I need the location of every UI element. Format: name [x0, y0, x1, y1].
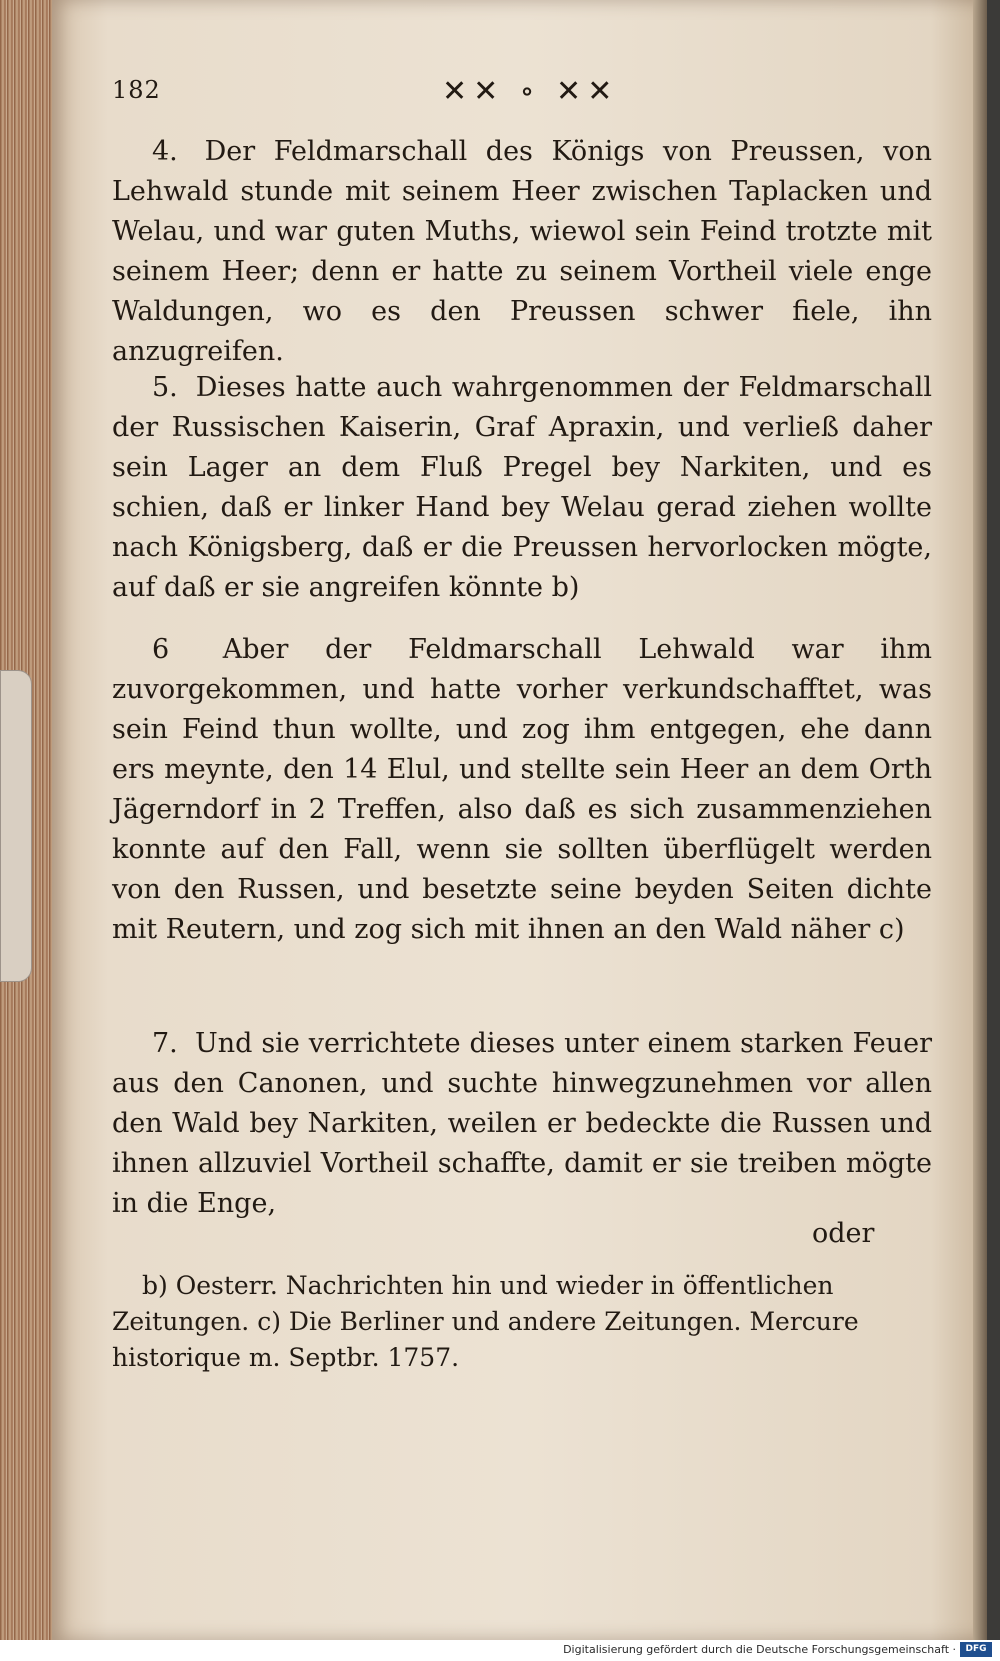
- paragraph-6: [112, 630, 932, 950]
- dfg-logo: DFG: [960, 1642, 992, 1657]
- catchword: oder: [812, 1218, 875, 1249]
- paragraph-number: 6: [152, 634, 170, 665]
- book-page: [52, 0, 987, 1640]
- page-gutter-shadow: [973, 0, 987, 1640]
- paragraph-number: 5.: [152, 372, 178, 403]
- paragraph-number: 4.: [152, 136, 178, 167]
- paragraph-7: [112, 1024, 932, 1224]
- book-clasp-tab: [0, 670, 32, 982]
- header-ornament: ✕✕ ∘ ✕✕: [442, 74, 619, 109]
- paragraph-text: Der Feldmarschall des Königs von Preussen, von Lehwald stunde mit seinem Heer zwischen Taplacken und Welau, und war guten Muths, wiewol sein Feind trotzte mit seinem Heer; denn er hatte zu seinem Vortheil viele enge Waldungen, wo es den Preussen schwer fiele, ihn anzugreifen.: [112, 136, 932, 367]
- paragraph-text: Aber der Feldmarschall Lehwald war ihm zuvorgekommen, und hatte vorher verkundschafftet, was sein Feind thun wollte, und zog ihm entgegen, ehe dann ers meynte, den 14 Elul, und stellte sein Heer an dem Orth Jägerndorf in 2 Treffen, also daß es sich zusammenziehen konnte auf den Fall, wenn sie sollten überflügelt werden von den Russen, und besetzte seine beyden Seiten dichte mit Reutern, und zog sich mit ihnen an den Wald näher c): [112, 634, 932, 945]
- paragraph-number: 7.: [152, 1028, 178, 1059]
- paragraph-4: [112, 132, 932, 372]
- paragraph-text: Dieses hatte auch wahrgenommen der Feldmarschall der Russischen Kaiserin, Graf Apraxin, und verließ daher sein Lager an dem Fluß Pregel bey Narkiten, und es schien, daß er linker Hand bey Welau gerad ziehen wollte nach Königsberg, daß er die Preussen hervorlocken mögte, auf daß er sie angreifen könnte b): [112, 372, 932, 603]
- paragraph-5: [112, 368, 932, 608]
- paragraph-text: Und sie verrichtete dieses unter einem starken Feuer aus den Canonen, und suchte hinwegzunehmen vor allen den Wald bey Narkiten, weilen er bedeckte die Russen und ihnen allzuviel Vortheil schaffte, damit er sie treiben mögte in die Enge,: [112, 1028, 932, 1219]
- footnotes: b) Oesterr. Nachrichten hin und wieder in öffentlichen Zeitungen. c) Die Berliner und andere Zeitungen. Mercure historique m. Septbr. 1757.: [112, 1271, 859, 1372]
- digitization-credit: Digitalisierung gefördert durch die Deutsche Forschungsgemeinschaft ·: [563, 1643, 956, 1656]
- page-number: 182: [112, 76, 161, 104]
